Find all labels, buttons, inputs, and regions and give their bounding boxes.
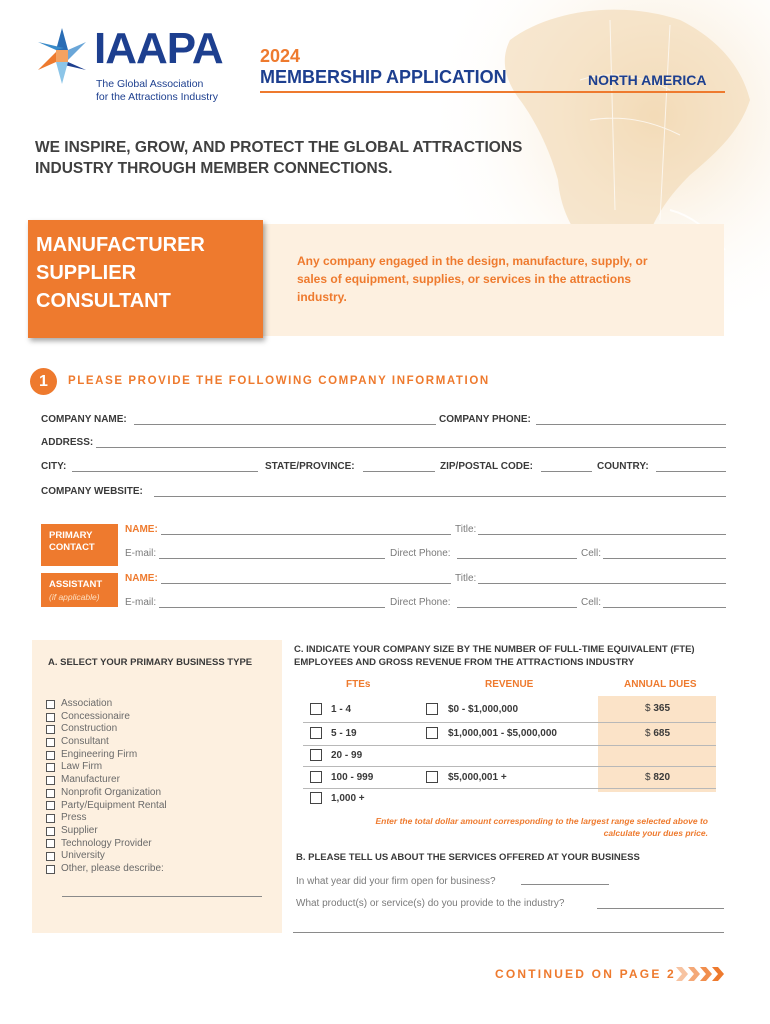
business-type-option[interactable] xyxy=(46,787,167,800)
logo-tagline-1: The Global Association xyxy=(96,78,204,90)
checkbox[interactable] xyxy=(46,839,55,848)
business-type-option[interactable] xyxy=(46,800,167,813)
table-row-divider xyxy=(303,722,716,723)
products-services-field[interactable] xyxy=(597,908,724,909)
revenue-option: $1,000,001 - $5,000,000 xyxy=(448,728,557,739)
primary-title-label: Title: xyxy=(455,524,477,535)
application-year: 2024 xyxy=(260,46,301,66)
fte-option: 5 - 19 xyxy=(331,728,357,739)
checkbox[interactable] xyxy=(46,725,55,734)
checkbox[interactable] xyxy=(46,852,55,861)
business-type-option[interactable] xyxy=(46,774,167,787)
business-type-option[interactable] xyxy=(46,711,167,724)
state-field[interactable] xyxy=(363,471,435,472)
city-field[interactable] xyxy=(72,471,258,472)
table-row-divider xyxy=(303,745,716,746)
revenue-option: $0 - $1,000,000 xyxy=(448,704,519,715)
business-type-title: A. SELECT YOUR PRIMARY BUSINESS TYPE xyxy=(48,657,253,668)
section-1-title: PLEASE PROVIDE THE FOLLOWING COMPANY INFORMATION xyxy=(68,375,490,387)
year-opened-field[interactable] xyxy=(521,884,609,885)
business-type-list xyxy=(46,698,167,876)
assistant-tag-note: (if applicable) xyxy=(49,592,100,602)
ftes-column-header: FTEs xyxy=(346,679,371,690)
checkbox[interactable] xyxy=(46,751,55,760)
website-label: COMPANY WEBSITE: xyxy=(41,486,143,497)
option-label: Other, please describe: xyxy=(61,862,164,874)
business-type-option[interactable] xyxy=(46,812,167,825)
revenue-checkbox[interactable] xyxy=(426,771,438,783)
revenue-column-header: REVENUE xyxy=(485,679,534,690)
primary-direct-phone-label: Direct Phone: xyxy=(390,548,451,559)
checkbox[interactable] xyxy=(46,763,55,772)
starburst-logo-icon xyxy=(32,26,92,86)
primary-title-field[interactable] xyxy=(478,534,726,535)
option-label: Engineering Firm xyxy=(61,748,138,760)
business-type-option[interactable] xyxy=(46,838,167,851)
option-label: Nonprofit Organization xyxy=(61,786,162,798)
option-label: Supplier xyxy=(61,824,98,836)
currency-symbol: $ xyxy=(645,728,651,739)
business-type-option[interactable] xyxy=(46,736,167,749)
option-label: University xyxy=(61,850,105,862)
country-label: COUNTRY: xyxy=(597,461,649,472)
year-opened-question: In what year did your firm open for business? xyxy=(296,876,496,887)
option-label: Association xyxy=(61,698,113,709)
revenue-checkbox[interactable] xyxy=(426,703,438,715)
business-type-option[interactable] xyxy=(46,723,167,736)
assistant-direct-phone-label: Direct Phone: xyxy=(390,597,451,608)
company-phone-field[interactable] xyxy=(536,424,726,425)
primary-contact-tag-line-1: PRIMARY xyxy=(49,530,93,541)
fte-checkbox[interactable] xyxy=(310,792,322,804)
primary-name-label: NAME: xyxy=(125,524,158,535)
business-type-option[interactable] xyxy=(46,749,167,762)
chevron-arrows-icon xyxy=(676,965,726,983)
category-description: Any company engaged in the design, manufacture, supply, or sales of equipment, supplies, or services in the attractions industry. xyxy=(297,254,648,304)
business-type-option[interactable] xyxy=(46,698,167,711)
primary-name-field[interactable] xyxy=(161,534,451,535)
business-type-option[interactable] xyxy=(46,761,167,774)
primary-cell-label: Cell: xyxy=(581,548,602,559)
assistant-cell-field[interactable] xyxy=(603,607,726,608)
state-label: STATE/PROVINCE: xyxy=(265,461,355,472)
company-name-field[interactable] xyxy=(134,424,436,425)
option-label: Construction xyxy=(61,723,118,735)
business-type-option[interactable] xyxy=(46,863,167,876)
logo-tagline-2: for the Attractions Industry xyxy=(96,91,218,103)
assistant-title-label: Title: xyxy=(455,573,477,584)
fte-option: 1,000 + xyxy=(331,793,365,804)
checkbox[interactable] xyxy=(46,801,55,810)
continued-on-page-2: CONTINUED ON PAGE 2 xyxy=(495,967,676,981)
address-label: ADDRESS: xyxy=(41,437,94,448)
annual-dues-amount xyxy=(645,703,670,714)
assistant-email-label: E-mail: xyxy=(125,597,157,608)
category-line-3: CONSULTANT xyxy=(36,290,171,312)
fte-option: 20 - 99 xyxy=(331,750,363,761)
assistant-email-field[interactable] xyxy=(159,607,385,608)
checkbox[interactable] xyxy=(46,827,55,836)
member-category-box xyxy=(28,220,263,338)
category-line-2: SUPPLIER xyxy=(36,262,137,284)
assistant-name-label: NAME: xyxy=(125,573,158,584)
products-services-question: What product(s) or service(s) do you provide to the industry? xyxy=(296,898,565,909)
checkbox[interactable] xyxy=(46,738,55,747)
checkbox[interactable] xyxy=(46,776,55,785)
assistant-cell-label: Cell: xyxy=(581,597,602,608)
products-services-field-extra[interactable] xyxy=(293,932,724,933)
business-type-option[interactable] xyxy=(46,825,167,838)
currency-symbol: $ xyxy=(645,772,651,783)
dues-value: 685 xyxy=(653,728,671,739)
fte-checkbox[interactable] xyxy=(310,703,322,715)
company-phone-label: COMPANY PHONE: xyxy=(439,414,531,425)
region-label: NORTH AMERICA xyxy=(588,72,707,88)
fte-option: 1 - 4 xyxy=(331,704,352,715)
primary-email-label: E-mail: xyxy=(125,548,157,559)
table-row-divider xyxy=(303,788,716,789)
country-field[interactable] xyxy=(656,471,726,472)
annual-dues-amount xyxy=(645,772,670,783)
website-field[interactable] xyxy=(154,496,726,497)
assistant-tag-label: ASSISTANT xyxy=(49,579,103,590)
primary-cell-field[interactable] xyxy=(603,558,726,559)
revenue-checkbox[interactable] xyxy=(426,727,438,739)
mission-tagline: WE INSPIRE, GROW, AND PROTECT THE GLOBAL ATTRACTIONS INDUSTRY THROUGH MEMBER CONNECTIONS. xyxy=(35,139,523,177)
dues-value: 820 xyxy=(653,772,671,783)
fte-checkbox[interactable] xyxy=(310,771,322,783)
fte-option: 100 - 999 xyxy=(331,772,374,783)
option-label: Concessionaire xyxy=(61,710,130,722)
annual-dues-amount xyxy=(645,728,670,739)
assistant-title-field[interactable] xyxy=(478,583,726,584)
assistant-direct-phone-field[interactable] xyxy=(457,607,577,608)
zip-label: ZIP/POSTAL CODE: xyxy=(440,461,533,472)
option-label: Law Firm xyxy=(61,761,103,773)
header-divider xyxy=(260,91,725,93)
primary-direct-phone-field[interactable] xyxy=(457,558,577,559)
other-describe-field[interactable] xyxy=(62,896,262,897)
option-label: Manufacturer xyxy=(61,774,120,786)
section-number-badge: 1 xyxy=(30,368,57,395)
checkbox[interactable] xyxy=(46,865,55,874)
iaapa-logo xyxy=(32,20,247,105)
dues-value: 365 xyxy=(653,703,671,714)
option-label: Party/Equipment Rental xyxy=(61,799,167,811)
table-row-divider xyxy=(303,766,716,767)
revenue-option: $5,000,001 + xyxy=(448,772,507,783)
checkbox[interactable] xyxy=(46,814,55,823)
option-label: Consultant xyxy=(61,736,109,748)
currency-symbol: $ xyxy=(645,703,651,714)
dues-calculation-note: Enter the total dollar amount corresponding to the largest range selected above to calculate your dues price. xyxy=(375,816,708,838)
option-label: Technology Provider xyxy=(61,837,152,849)
company-size-title: C. INDICATE YOUR COMPANY SIZE BY THE NUMBER OF FULL-TIME EQUIVALENT (FTE) EMPLOYEES AND GROSS REVENUE FROM THE ATTRACTIONS INDUSTRY xyxy=(294,644,695,668)
annual-dues-column-header: ANNUAL DUES xyxy=(624,679,697,690)
assistant-tag xyxy=(41,573,118,607)
checkbox[interactable] xyxy=(46,700,55,709)
category-line-1: MANUFACTURER xyxy=(36,234,205,256)
option-label: Press xyxy=(61,812,87,824)
company-name-label: COMPANY NAME: xyxy=(41,414,127,425)
application-title: MEMBERSHIP APPLICATION xyxy=(260,67,507,87)
primary-email-field[interactable] xyxy=(159,558,385,559)
business-type-option[interactable] xyxy=(46,850,167,863)
zip-field[interactable] xyxy=(541,471,592,472)
city-label: CITY: xyxy=(41,461,67,472)
checkbox[interactable] xyxy=(46,789,55,798)
assistant-name-field[interactable] xyxy=(161,583,451,584)
address-field[interactable] xyxy=(96,447,726,448)
checkbox[interactable] xyxy=(46,713,55,722)
fte-checkbox[interactable] xyxy=(310,727,322,739)
services-title: B. PLEASE TELL US ABOUT THE SERVICES OFFERED AT YOUR BUSINESS xyxy=(296,852,640,863)
primary-contact-tag-line-2: CONTACT xyxy=(49,542,95,553)
fte-checkbox[interactable] xyxy=(310,749,322,761)
primary-contact-tag xyxy=(41,524,118,566)
logo-wordmark: IAAPA xyxy=(94,24,223,73)
